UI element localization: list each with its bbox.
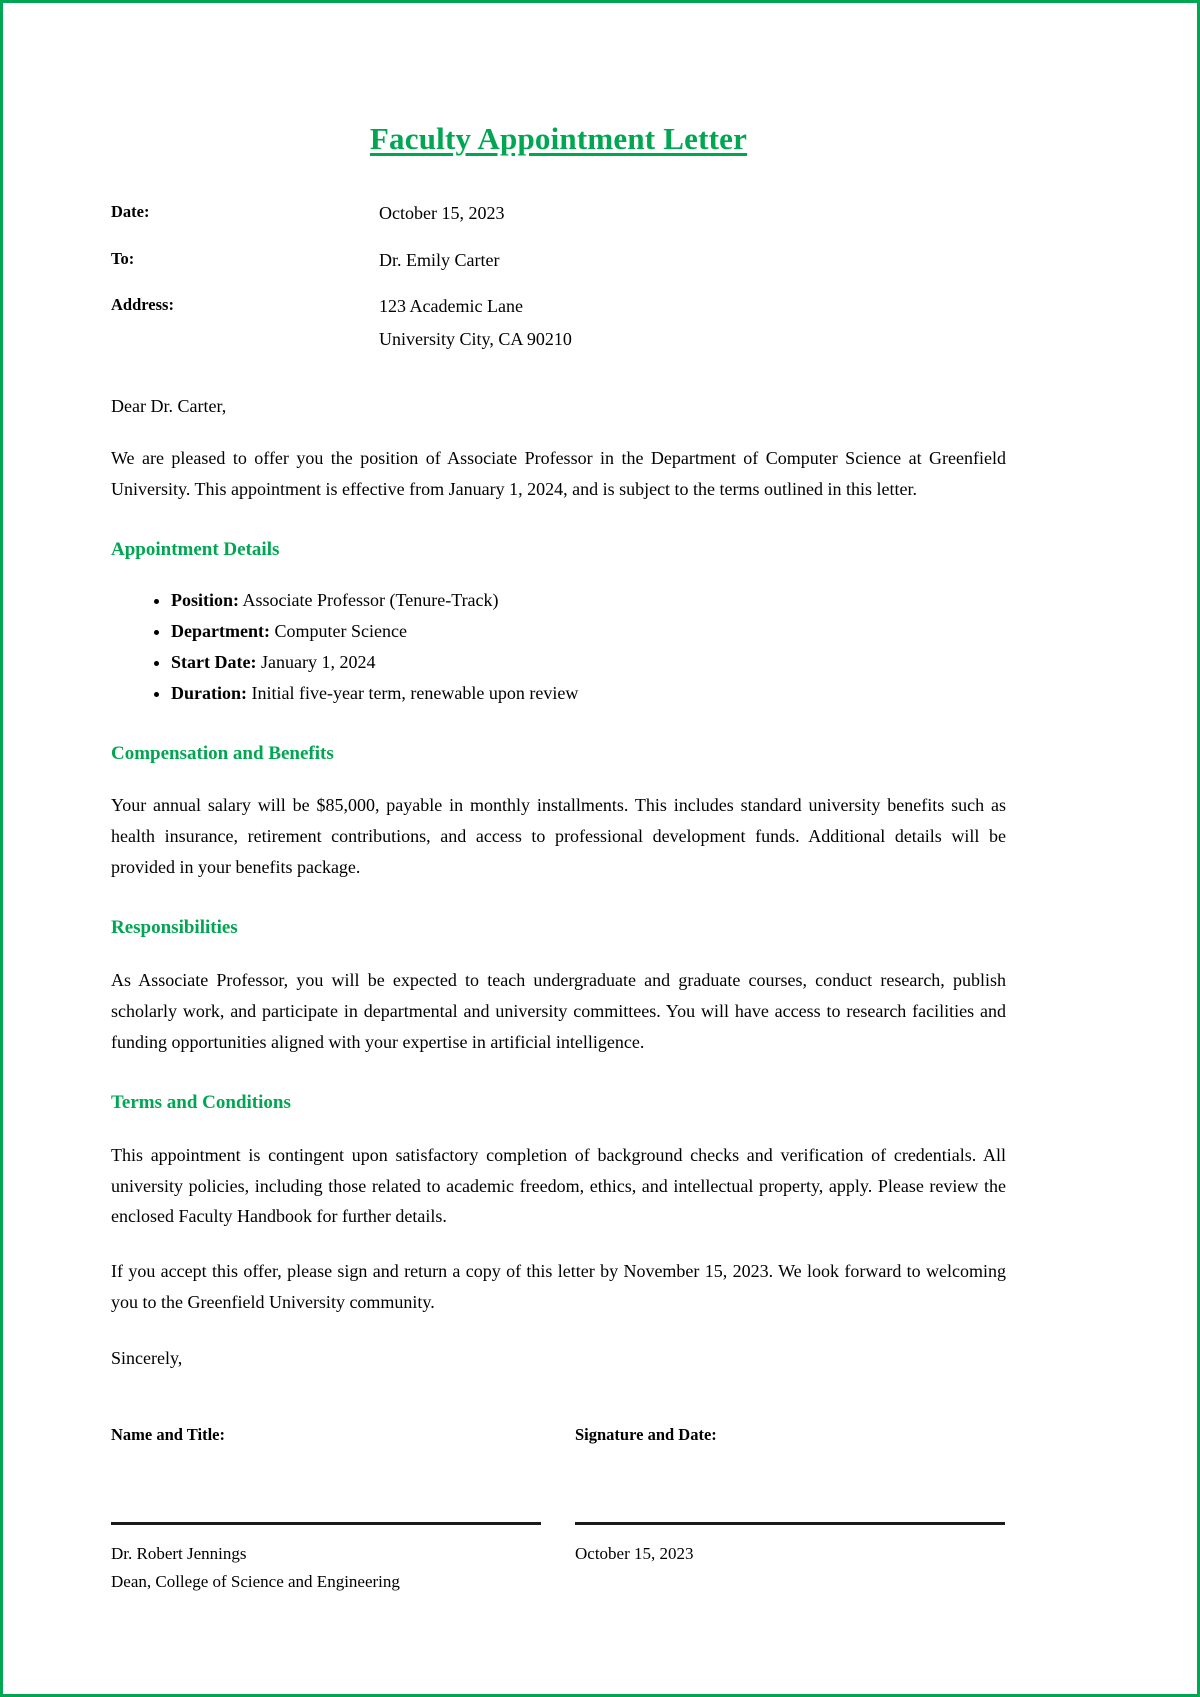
section-heading-compensation-and-benefits: Compensation and Benefits xyxy=(111,742,334,764)
meta-value-to xyxy=(379,248,499,274)
signature-line-name xyxy=(111,1522,541,1525)
signature-line-date xyxy=(575,1522,1005,1525)
list-item-value: Associate Professor (Tenure-Track) xyxy=(242,589,499,610)
list-item-key: Department: xyxy=(171,620,270,641)
section-heading-responsibilities: Responsibilities xyxy=(111,917,238,939)
meta-label-address: Address: xyxy=(111,295,174,315)
signature-area xyxy=(111,1424,1006,1597)
signed-date: October 15, 2023 xyxy=(575,1543,694,1563)
list-item xyxy=(171,616,1006,647)
letter-content xyxy=(111,3,1006,1596)
signature-column-name-title xyxy=(111,1424,575,1597)
list-item-key: Duration: xyxy=(171,682,247,703)
meta-value-address-line1: 123 Academic Lane xyxy=(379,296,523,317)
list-item-key: Start Date: xyxy=(171,651,257,672)
responsibilities-paragraph: As Associate Professor, you will be expected to teach undergraduate and graduate courses, conduct research, publish scholarly work, and participate in departmental and university committees. You will have access to research facilities and funding opportunities aligned with your expertise in artificial intelligence. xyxy=(111,970,1006,1052)
page-title xyxy=(111,3,1006,157)
meta-label-date: Date: xyxy=(111,202,150,221)
section-heading-terms-and-conditions: Terms and Conditions xyxy=(111,1091,291,1113)
meta-value-address-line2: University City, CA 90210 xyxy=(379,328,572,349)
list-item xyxy=(171,647,1006,678)
list-item xyxy=(171,585,1006,616)
signature-heading-name-title: Name and Title: xyxy=(111,1424,225,1444)
signer-title: Dean, College of Science and Engineering xyxy=(111,1572,400,1591)
list-item-value: Computer Science xyxy=(274,620,407,641)
meta-value-to-text: Dr. Emily Carter xyxy=(379,249,500,270)
list-item-value: January 1, 2024 xyxy=(260,651,376,672)
meta-label-to: To: xyxy=(111,248,135,268)
terms-paragraph: This appointment is contingent upon satisfactory completion of background checks and verification of credentials. All university policies, including those related to academic freedom, ethics, and intellectual property, apply. Please review the enclosed Faculty Handbook for further details. xyxy=(111,1144,1006,1227)
meta-row-address xyxy=(111,294,1006,352)
meta-value-address xyxy=(379,294,572,352)
compensation-paragraph: Your annual salary will be $85,000, payable in monthly installments. This includes standard university benefits such as health insurance, retirement contributions, and access to professional development funds. Additional details will be provided in your benefits package. xyxy=(111,795,1006,878)
list-item-value: Initial five-year term, renewable upon review xyxy=(251,682,579,703)
list-item xyxy=(171,678,1006,709)
meta-value-date-text: October 15, 2023 xyxy=(379,203,505,223)
signature-heading-signature-date: Signature and Date: xyxy=(575,1424,717,1444)
letter-meta-block xyxy=(111,201,1006,352)
acceptance-paragraph: If you accept this offer, please sign and return a copy of this letter by November 15, 2023. We look forward to welcoming you to the Greenfield University community. xyxy=(111,1261,1006,1313)
appointment-details-list xyxy=(111,585,1006,709)
closing-salutation: Sincerely, xyxy=(111,1348,183,1369)
meta-value-date xyxy=(379,201,504,227)
page-title-text: Faculty Appointment Letter xyxy=(369,121,748,156)
meta-row-to xyxy=(111,248,1006,274)
section-heading-appointment-details: Appointment Details xyxy=(111,539,280,561)
list-item-key: Position: xyxy=(171,589,240,610)
salutation: Dear Dr. Carter, xyxy=(111,396,227,417)
meta-row-date xyxy=(111,201,1006,227)
signer-name: Dr. Robert Jennings xyxy=(111,1543,247,1563)
intro-paragraph: We are pleased to offer you the position of Associate Professor in the Department of Computer Science at Greenfield University. This appointment is effective from January 1, 2024, and is subject to the terms outlined in this letter. xyxy=(111,448,1006,500)
signature-column-signature-date xyxy=(575,1424,1006,1597)
